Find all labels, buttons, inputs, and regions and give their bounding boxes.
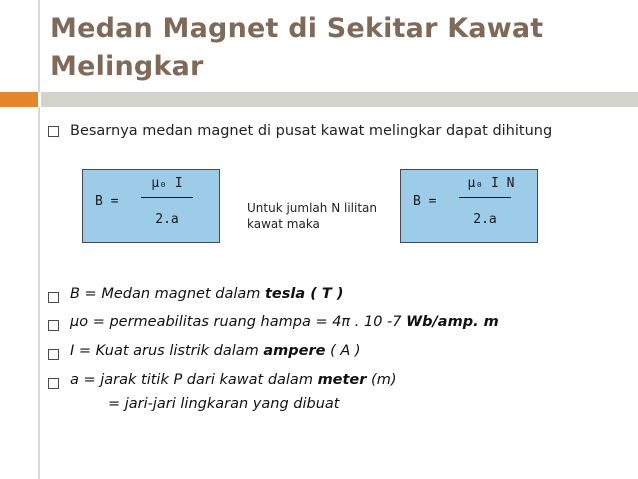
bullet-icon [48, 320, 59, 331]
formula-denominator: 2.a [155, 212, 179, 227]
fraction-bar [459, 197, 511, 198]
title-rule-gray [40, 92, 638, 107]
bullet-icon [48, 292, 59, 303]
definition-mu0: μo = permeabilitas ruang hampa = 4π . 10 -7 Wb/amp. m [70, 314, 499, 330]
formula-numerator: μ₀ I N [467, 176, 515, 191]
formula-lhs: B = [413, 194, 437, 209]
bullet-icon [48, 378, 59, 389]
slide-title: Medan Magnet di Sekitar Kawat Melingkar [50, 13, 544, 82]
formula-box-single [82, 169, 220, 243]
fraction-bar [141, 197, 193, 198]
formula-numerator: μ₀ I [151, 176, 183, 191]
intro-text: Besarnya medan magnet di pusat kawat melingkar dapat dihitung [70, 123, 553, 139]
definition-i: I = Kuat arus listrik dalam ampere ( A ) [70, 343, 361, 359]
n-turns-note: Untuk jumlah N lilitan kawat maka [247, 201, 377, 231]
left-guide-line [38, 0, 40, 479]
definition-a-continuation: = jari-jari lingkaran yang dibuat [108, 396, 340, 412]
bullet-icon [48, 126, 59, 137]
bullet-icon [48, 349, 59, 360]
title-rule-gap [38, 92, 41, 107]
formula-box-n-turns [400, 169, 538, 243]
definition-b: B = Medan magnet dalam tesla ( T ) [70, 286, 344, 302]
formula-denominator: 2.a [473, 212, 497, 227]
formula-lhs: B = [95, 194, 119, 209]
title-rule-orange [0, 92, 40, 107]
definition-a: a = jarak titik P dari kawat dalam meter (m) [70, 372, 397, 388]
